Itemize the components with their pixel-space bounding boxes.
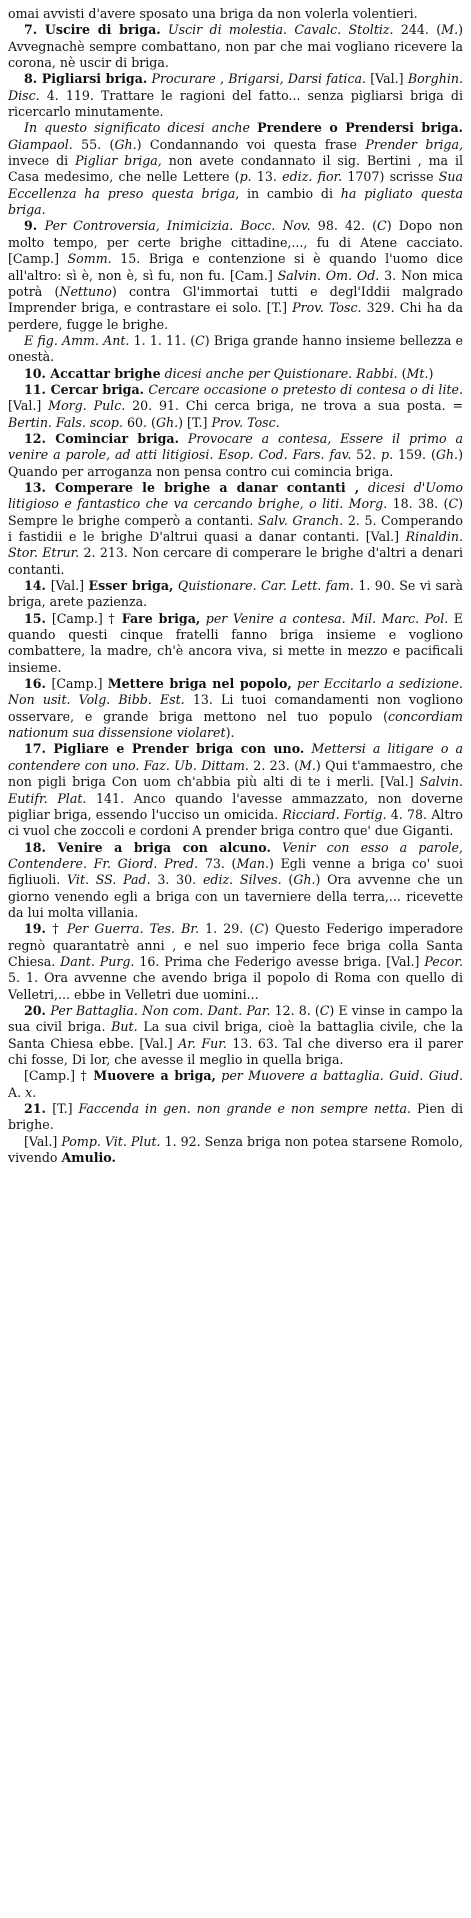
entry-text: Pigliarsi briga.	[41, 71, 148, 87]
entry-text: C	[319, 1002, 330, 1018]
entry-text: Nettuno	[59, 283, 112, 299]
entry-text: Venir con esso a parole, Contendere. Fr. Giord. Pred.	[8, 839, 463, 871]
entry-text	[161, 22, 168, 37]
entry-text: Muovere a briga,	[93, 1068, 216, 1084]
entry-text: C	[377, 218, 387, 234]
entry-text: Per Battaglia. Non com. Dant. Par.	[50, 1002, 271, 1018]
entry-text: ) Questo Federigo imperadore regnò quarantatrè anni , e nel suo imperio fece briga colla Santa Chiesa.	[8, 921, 464, 969]
entry-text: ) Avvegnachè sempre combattano, non par che mai vogliano ricevere la corona, nè uscir di briga.	[8, 22, 463, 71]
entry-text: Pien di brighe.	[8, 1101, 463, 1133]
entry-text: dicesi anche per Quistionare. Rabbi.	[164, 365, 398, 381]
entry-text: 16. Prima che Federigo avesse briga. [Val.]	[134, 953, 425, 969]
entry-paragraph	[8, 6, 463, 22]
entry-text: Uscir di molestia. Cavalc. Stoltiz.	[168, 22, 394, 38]
entry-text: 19.	[24, 921, 53, 937]
entry-text: omai avvisti d'avere sposato una briga da non volerla volentieri.	[8, 6, 418, 21]
entry-text: 2. 23. (	[248, 757, 299, 773]
entry-text: )	[428, 365, 434, 381]
entry-text: 20.	[24, 1002, 51, 1018]
entry-text: 14.	[24, 578, 51, 594]
entry-text: Prendere o Prendersi briga.	[257, 120, 463, 136]
entry-text: Rinaldin. Stor. Etrur.	[8, 529, 463, 561]
entry-text: Salv. Granch.	[258, 512, 344, 528]
entry-text: Accattar brighe	[50, 365, 161, 381]
entry-paragraph	[8, 921, 463, 1003]
entry-text: 13.	[24, 479, 56, 495]
entry-text: ).	[225, 725, 235, 741]
entry-text: dicesi d'Uomo litigioso e fantastico che va cercando brighe, o liti. Morg.	[8, 479, 463, 512]
entry-text: 3. Non mica potrà (	[8, 267, 463, 299]
entry-text: 2. 213. Non cercare di comperare le brighe d'altri a denari contanti.	[8, 545, 464, 577]
entry-text: Uscire di briga.	[44, 22, 161, 38]
entry-text: Bertin. Fals. scop.	[8, 414, 123, 430]
entry-text: per Eccitarlo a sedizione. Non usit. Volg. Bibb. Est.	[8, 676, 464, 708]
entry-paragraph	[8, 741, 463, 839]
entry-text: Ar. Fur.	[178, 1035, 227, 1051]
entry-text: invece di	[8, 153, 76, 169]
entry-text: 18. 38. (	[387, 496, 449, 512]
entry-text: 1707) scrisse	[342, 169, 439, 185]
entry-text: p.	[239, 169, 252, 185]
entry-text: Prov. Tosc.	[292, 300, 362, 316]
entry-text: Procurare , Brigarsi, Darsi fatica.	[151, 71, 367, 87]
entry-text: 159. (	[393, 447, 436, 463]
entry-text: 8.	[24, 71, 42, 87]
entry-text: 1. 90. Se vi sarà briga, arete pazienza.	[8, 578, 463, 610]
entry-text: Prender briga,	[365, 136, 464, 152]
entry-text: Comperare le brighe a danar contanti ,	[55, 479, 360, 495]
entry-text: 20. 91. Chi cerca briga, ne trova a sua posta. =	[125, 398, 464, 414]
entry-text	[271, 840, 282, 855]
entry-text: [Val.]	[24, 1133, 62, 1149]
entry-paragraph	[8, 218, 463, 332]
entry-text: 15.	[24, 610, 52, 626]
entry-text: Pigliar briga,	[75, 153, 162, 169]
entry-text: ) Sempre le brighe comperò a contanti.	[8, 496, 463, 528]
entry-text: C	[254, 921, 264, 937]
entry-paragraph	[8, 71, 463, 120]
entry-text: 16.	[24, 676, 52, 692]
entry-text: [Val.]	[8, 398, 49, 414]
entry-paragraph	[8, 1003, 463, 1068]
entry-text: Cominciar briga.	[55, 430, 179, 446]
entry-text: Salvin. Om. Od.	[277, 267, 380, 283]
entry-text: La sua civil briga, cioè la battaglia civile, che la Santa Chiesa ebbe. [Val.]	[8, 1019, 463, 1051]
entry-text: ) E vinse in campo la sua civil briga.	[8, 1002, 464, 1035]
entry-text: E quando questi cinque fratelli fanno briga insieme e vogliono combattere, la madre, ch'è ancora viva, si mette in mezzo e pacificali insieme.	[8, 610, 464, 675]
entry-paragraph	[8, 480, 463, 578]
entry-text: 5. 1. Ora avvenne che avendo briga il popolo di Roma con quello di Velletri,... ebbe in Velletri due uomini...	[8, 970, 463, 1002]
entry-text: M.	[299, 757, 316, 773]
entry-text: 15. Briga e contenzione si è quando l'uomo dice all'altro: sì è, non è, sì fu, non fu. [Cam.]	[8, 251, 463, 283]
entry-text: Amulio.	[61, 1150, 116, 1166]
entry-text: Gh.	[435, 447, 459, 463]
entry-text: [Camp.]	[51, 676, 108, 692]
entry-text: Mt.	[406, 365, 429, 381]
entry-text: Esser briga,	[88, 578, 174, 594]
entry-paragraph	[8, 1068, 463, 1101]
entry-text: Fare briga,	[121, 610, 201, 626]
entry-text: [Val.]	[366, 71, 408, 87]
entry-paragraph	[8, 431, 463, 480]
entry-text: 4. 119. Trattare le ragioni del fatto... senza pigliarsi briga di ricercarlo minutamente.	[8, 87, 463, 120]
entry-text: C	[195, 332, 205, 348]
entry-text: Giampaol.	[8, 136, 73, 152]
entry-text: M.	[441, 22, 459, 38]
entry-text: Dant. Purg.	[60, 953, 135, 969]
entry-text: Cercare occasione o pretesto di contesa o di lite.	[148, 381, 463, 397]
entry-text: 21.	[24, 1101, 53, 1117]
entry-text: x.	[25, 1084, 37, 1100]
entry-text: ) Condannando voi questa frase	[136, 136, 366, 152]
entry-text: ) Dopo non molto tempo, per certe brighe cittadine,..., fu di Atene cacciato. [Camp.]	[8, 218, 463, 267]
entry-text: ediz. Silves.	[202, 872, 282, 888]
entry-text: ) contra Gl'immortai tutti e degl'Iddii malgrado Imprender briga, e contrastare ei solo. [T.]	[8, 283, 464, 316]
entry-text: 1. 1. 11. (	[129, 332, 196, 348]
entry-text: (	[397, 365, 407, 381]
entry-paragraph	[8, 1134, 463, 1167]
entry-text: ha pigliato questa briga.	[8, 185, 463, 218]
entry-text: 13. Li tuoi comandamenti non vogliono osservare, e grande briga mettono nel tuo populo (	[8, 692, 463, 724]
entry-text: 141. Anco quando l'avesse ammazzato, non doverne pigliar briga, essendo l'ucciso un omicida.	[8, 790, 463, 822]
entry-text: Cercar briga.	[50, 381, 144, 397]
entry-text: in cambio di	[239, 185, 341, 201]
entry-text: 2. 5. Comperando i fastidii e le brighe D'altrui quasi a danar contanti. [Val.]	[8, 512, 464, 544]
entry-text: [T.]	[52, 1101, 79, 1117]
entry-text: Per Controversia, Inimicizia. Bocc. Nov.	[44, 218, 311, 234]
entry-text: Mettere briga nel popolo,	[107, 676, 292, 692]
entry-text: ) Briga grande hanno insieme bellezza e onestà.	[8, 332, 463, 365]
entry-text: 13.	[251, 169, 283, 185]
entry-paragraph	[8, 382, 463, 431]
entry-paragraph	[8, 578, 463, 611]
entry-text: 17.	[24, 741, 54, 757]
entry-text: (	[281, 872, 294, 888]
entry-text: 4. 78. Altro ci vuol che zoccoli e cordoni A prender briga contro que' due Giganti.	[8, 806, 463, 839]
entry-text: Per Guerra. Tes. Br.	[66, 921, 200, 937]
entry-paragraph	[8, 366, 463, 382]
entry-text: Quistionare. Car. Lett. fam.	[177, 578, 354, 594]
entry-text: Sua Eccellenza ha preso questa briga,	[8, 169, 463, 201]
entry-text: Borghin. Disc.	[8, 71, 463, 103]
entry-text: ) Quando per arroganza non pensa contro cui comincia briga.	[8, 447, 463, 479]
entry-text: Faccenda in gen. non grande e non sempre netta.	[78, 1101, 412, 1117]
entry-paragraph	[8, 120, 463, 218]
entry-text: 55. (	[72, 136, 115, 152]
entry-text: Morg. Pulc.	[48, 398, 126, 414]
entry-text: 12. 8. (	[270, 1002, 320, 1018]
entry-text: †	[52, 921, 67, 937]
entry-paragraph	[8, 840, 463, 922]
entry-text: Vit. SS. Pad.	[67, 872, 151, 888]
entry-text: Man.	[236, 855, 269, 871]
entry-text: ) Egli venne a briga co' suoi figliuoli.	[8, 855, 463, 888]
entry-text: 60. (	[123, 414, 156, 430]
entry-text: 10.	[24, 365, 51, 381]
entry-text: ediz. fior.	[282, 169, 343, 185]
entry-paragraph	[8, 1101, 463, 1134]
entry-text: ) Qui t'ammaestro, che non pigli briga Con uom ch'abbia più alti di te i merli. [Val.]	[8, 757, 464, 790]
entry-text: Gh.	[155, 414, 179, 430]
entry-text: non avete condannato il sig. Bertini , ma il Casa medesimo, che nelle Lettere (	[8, 153, 464, 185]
entry-text: p.	[381, 447, 394, 463]
entry-text: Pomp. Vit. Plut.	[61, 1133, 161, 1149]
entry-text: But.	[111, 1019, 138, 1035]
entry-text: E fig. Amm. Ant.	[24, 332, 130, 348]
entry-text: 7.	[24, 22, 45, 38]
entry-text	[359, 480, 368, 495]
entry-text: 13. 63. Tal che diverso era il parer chi fosse, Di lor, che avesse il meglio in quella briga.	[8, 1035, 463, 1067]
entry-paragraph	[8, 22, 463, 71]
entry-text: Salvin. Eutifr. Plat.	[8, 774, 463, 806]
entry-paragraph	[8, 676, 463, 741]
entry-text: 52.	[351, 447, 382, 463]
entry-text: 18.	[24, 839, 58, 855]
entry-paragraph	[8, 333, 463, 366]
entry-text: 98. 42. (	[310, 218, 378, 234]
entry-text: 329. Chi ha da perdere, fugge le brighe.	[8, 300, 463, 332]
entry-paragraph	[8, 611, 463, 676]
entry-text: Provocare a contesa, Essere il primo a venire a parole, ad atti litigiosi. Esop. Cod. Fars. fav.	[8, 430, 463, 463]
entry-text: Prov. Tosc.	[211, 414, 280, 430]
entry-text: 12.	[24, 430, 56, 446]
entry-text: ) [T.]	[178, 414, 212, 430]
entry-text: 11.	[24, 381, 51, 397]
entry-text: 1. 29. (	[199, 921, 255, 937]
entry-text: Venire a briga con alcuno.	[57, 839, 271, 855]
entry-text: concordiam nationum sua dissensione violaret	[8, 708, 463, 741]
entry-text: 1. 92. Senza briga non potea starsene Romolo, vivendo	[8, 1133, 463, 1166]
entry-text: Mettersi a litigare o a contendere con uno. Faz. Ub. Dittam.	[8, 741, 464, 773]
entry-text: [Camp.] †	[51, 610, 122, 626]
entry-text: In questo significato dicesi anche	[24, 120, 250, 136]
entry-text: Pigliare e Prender briga con uno.	[53, 741, 305, 757]
entry-text: Ricciard. Fortig.	[282, 806, 387, 822]
entry-text: C	[448, 496, 459, 512]
entry-text: Gh.	[293, 872, 316, 888]
entry-text: 244. (	[393, 22, 442, 38]
entry-text: 9.	[24, 218, 45, 234]
entry-text: 73. (	[198, 855, 237, 871]
entry-text: Somm.	[67, 251, 112, 267]
entry-text: Pecor.	[424, 953, 463, 969]
entry-text: 3. 30.	[150, 872, 203, 888]
entry-text	[179, 431, 188, 446]
entry-text: A.	[8, 1084, 26, 1100]
entry-text: per Venire a contesa. Mil. Marc. Pol.	[205, 610, 449, 626]
entry-text: [Camp.] †	[24, 1068, 94, 1084]
entry-text: Gh.	[114, 136, 137, 152]
entry-text: per Muovere a battaglia. Guid. Giud.	[221, 1068, 464, 1084]
entry-text: ) Ora avvenne che un giorno venendo egli a briga con un taverniere della terra,... ricevette da lui molta villania.	[8, 872, 464, 920]
entry-text: [Val.]	[50, 578, 89, 594]
